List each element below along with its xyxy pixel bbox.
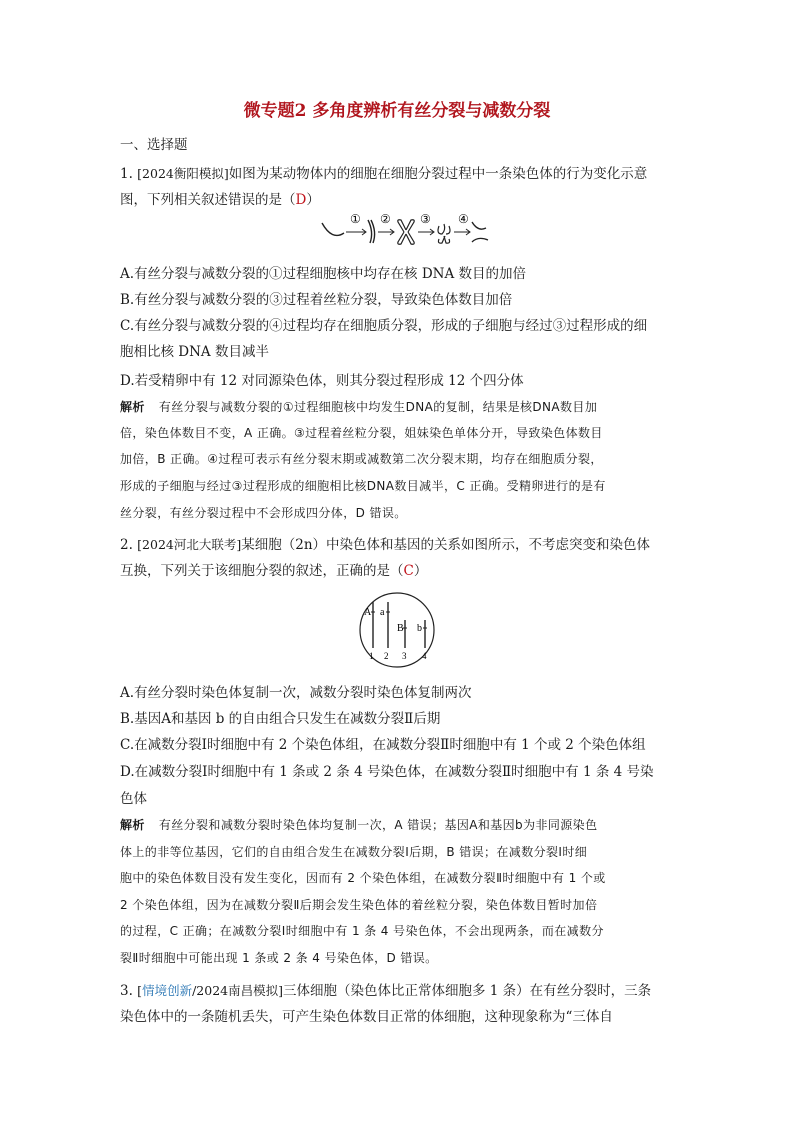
q2-stem-line-2 xyxy=(120,559,427,579)
q1-stem-a: 如图为某动物体内的细胞在细胞分裂过程中一条染色体的行为变化示意 xyxy=(228,166,648,182)
q1-option-c-line-2: 胞相比核 DNA 数目减半 xyxy=(120,344,269,360)
q2-explanation-line-5: 的过程，C 正确；在减数分裂Ⅰ时细胞中有 1 条 4 号染色体，不会出现两条，而在减数分 xyxy=(120,924,604,938)
q1-stem-line-1 xyxy=(120,162,647,182)
cell-chromosome-figure xyxy=(352,590,442,670)
chromosome-number-3: 3 xyxy=(402,651,407,661)
q2-stem-b-pre: 互换，下列关于该细胞分裂的叙述，正确的是（ xyxy=(120,563,404,579)
q2-explanation-line-1: 解析 有丝分裂和减数分裂时染色体均复制一次，A 错误；基因A和基因b为非同源染色 xyxy=(120,818,598,832)
gene-label-a: a xyxy=(380,607,385,618)
q2-option-c: C.在减数分裂Ⅰ时细胞中有 2 个染色体组，在减数分裂Ⅱ时细胞中有 1 个或 2 个染色体组 xyxy=(120,737,646,753)
q3-stem-line-1: 3. [情境创新/2024南昌模拟]三体细胞（染色体比正常体细胞多 1 条）在有丝分裂时，三条 xyxy=(120,983,652,999)
chromosome-number-4: 4 xyxy=(422,651,427,661)
q1-option-d: D.若受精卵中有 12 对同源染色体，则其分裂过程形成 12 个四分体 xyxy=(120,373,524,389)
q2-option-d-line-1: D.在减数分裂Ⅰ时细胞中有 1 条或 2 条 4 号染色体，在减数分裂Ⅱ时细胞中有 1 条 4 号染 xyxy=(120,764,654,780)
q2-explanation-line-6: 裂Ⅱ时细胞中可能出现 1 条或 2 条 4 号染色体，D 错误。 xyxy=(120,951,438,965)
gene-label-b: b xyxy=(417,623,422,634)
gene-label-A: A xyxy=(364,607,372,618)
q2-answer: C xyxy=(403,563,414,579)
q1-explanation-line-5: 丝分裂，有丝分裂过程中不会形成四分体，D 错误。 xyxy=(120,506,407,520)
q1-explanation-line-4: 形成的子细胞与经过③过程形成的细胞相比核DNA数目减半，C 正确。受精卵进行的是有 xyxy=(120,479,606,493)
q3-number: 3. xyxy=(120,983,138,999)
q1-stem-line-2 xyxy=(120,188,320,208)
fig1-label-1: ① xyxy=(350,212,361,226)
fig1-label-2: ② xyxy=(380,212,391,226)
q2-number: 2. xyxy=(120,537,138,553)
q1-option-c-line-1: C.有丝分裂与减数分裂的④过程均存在细胞质分裂，形成的子细胞与经过③过程形成的细 xyxy=(120,318,648,334)
q3-stem-line-2: 染色体中的一条随机丢失，可产生染色体数目正常的体细胞，这种现象称为“三体自 xyxy=(120,1009,613,1025)
gene-label-B: B xyxy=(397,623,404,634)
q1-stem-b-post: ） xyxy=(306,192,320,208)
fig1-label-4: ④ xyxy=(458,212,469,226)
chromosome-number-2: 2 xyxy=(384,651,389,661)
q1-explanation-line-2: 倍，染色体数目不变，A 正确。③过程着丝粒分裂，姐妹染色单体分开，导致染色体数目 xyxy=(120,426,603,440)
q1-option-a: A.有丝分裂与减数分裂的①过程细胞核中均存在核 DNA 数目的加倍 xyxy=(120,266,527,282)
q2-stem-line-1 xyxy=(120,533,650,553)
q3-stem-a: 三体细胞（染色体比正常体细胞多 1 条）在有丝分裂时，三条 xyxy=(282,983,652,999)
q1-stem-b-pre: 图，下列相关叙述错误的是（ xyxy=(120,192,296,208)
q1-answer: D xyxy=(295,192,307,208)
q2-explanation-line-2: 体上的非等位基因，它们的自由组合发生在减数分裂Ⅰ后期，B 错误；在减数分裂Ⅰ时细 xyxy=(120,845,588,859)
q1-source: [2024衡阳模拟] xyxy=(137,166,229,181)
q2-explanation-line-3: 胞中的染色体数目没有发生变化，因而有 2 个染色体组，在减数分裂Ⅱ时细胞中有 1 个或 xyxy=(120,871,606,885)
q2-stem-b-post: ） xyxy=(413,563,428,579)
q1-explanation-line-3: 加倍，B 正确。④过程可表示有丝分裂末期或减数第二次分裂末期，均存在细胞质分裂， xyxy=(120,452,603,466)
q1-number: 1. xyxy=(120,166,138,182)
q2-option-b: B.基因A和基因 b 的自由组合只发生在减数分裂Ⅱ后期 xyxy=(120,711,441,727)
q1-explanation-label: 解析 xyxy=(120,400,145,414)
q2-source: [2024河北大联考] xyxy=(137,537,242,552)
q1-explanation-line-1: 解析 有丝分裂与减数分裂的①过程细胞核中均发生DNA的复制，结果是核DNA数目加 xyxy=(120,400,598,414)
q3-tag: 情境创新 xyxy=(142,983,193,998)
q2-explanation-line-4: 2 个染色体组，因为在减数分裂Ⅱ后期会发生染色体的着丝粒分裂，染色体数目暂时加倍 xyxy=(120,898,598,912)
q2-explanation-label: 解析 xyxy=(120,818,145,832)
q3-source: /2024南昌模拟] xyxy=(192,983,283,998)
q1-option-b: B.有丝分裂与减数分裂的③过程着丝粒分裂，导致染色体数目加倍 xyxy=(120,292,513,308)
chromosome-behavior-figure xyxy=(318,208,490,250)
q2-option-d-line-2: 色体 xyxy=(120,791,147,807)
q2-stem-a: 某细胞（2n）中染色体和基因的关系如图所示，不考虑突变和染色体 xyxy=(241,537,651,553)
q2-option-a: A.有丝分裂时染色体复制一次，减数分裂时染色体复制两次 xyxy=(120,685,472,701)
section-heading: 一、选择题 xyxy=(120,137,188,153)
chromosome-number-1: 1 xyxy=(369,651,374,661)
fig1-label-3: ③ xyxy=(420,212,431,226)
page-title: 微专题2 多角度辨析有丝分裂与减数分裂 xyxy=(243,101,551,121)
